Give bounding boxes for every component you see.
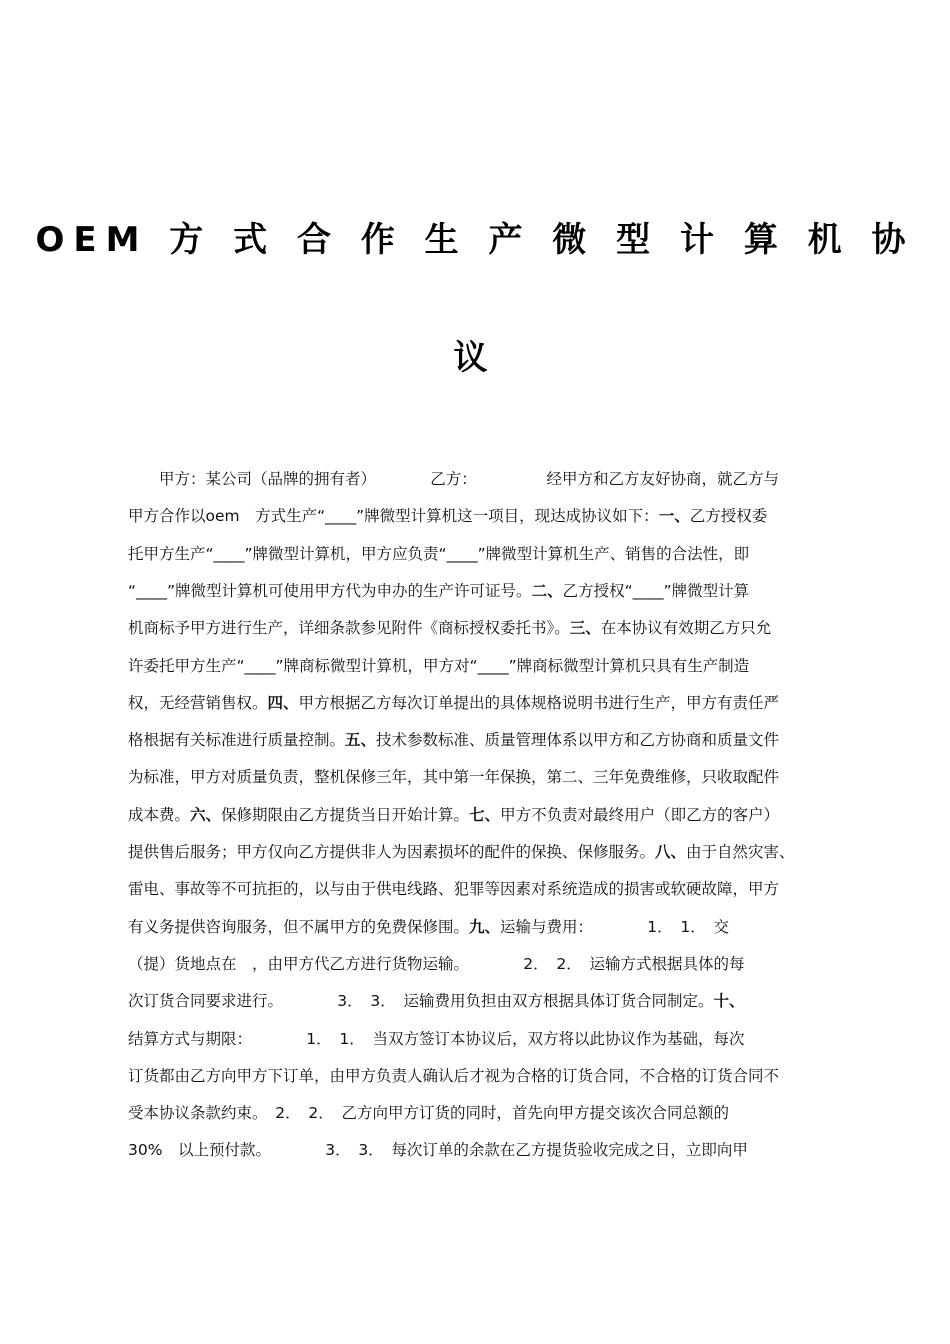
body-text-segment: 运输与费用： 1． 1． 交 bbox=[500, 917, 730, 936]
body-text-segment: 甲方不负责对最终用户（即乙方的客户） bbox=[500, 805, 780, 824]
body-line bbox=[128, 986, 838, 1016]
body-text-segment: 甲方合作以oem 方式生产“____”牌微型计算机这一项目，现达成协议如下： bbox=[128, 507, 659, 526]
body-text-segment: 结算方式与期限： 1． 1． 当双方签订本协议后，双方将以此协议作为基础，每次 bbox=[128, 1029, 745, 1048]
body-text-segment: 甲方：某公司（品牌的拥有者） 乙方： 经甲方和乙方友好协商，就乙方与 bbox=[128, 470, 780, 488]
body-line bbox=[128, 464, 838, 494]
body-line bbox=[128, 762, 838, 792]
body-line bbox=[128, 1098, 838, 1128]
body-line bbox=[128, 501, 838, 531]
body-text-segment: 机商标予甲方进行生产，详细条款参见附件《商标授权委托书》。 bbox=[128, 619, 570, 638]
body-text-segment: 托甲方生产“____”牌微型计算机，甲方应负责“____”牌微型计算机生产、销售的合法性，即 bbox=[128, 544, 750, 563]
body-line bbox=[128, 1135, 838, 1165]
body-text-segment: 格根据有关标准进行质量控制。 bbox=[128, 731, 346, 750]
document-title-line-2: 议 bbox=[453, 338, 497, 378]
body-line bbox=[128, 949, 838, 979]
body-line bbox=[128, 1024, 838, 1054]
body-line bbox=[128, 613, 838, 643]
body-line bbox=[128, 874, 838, 904]
clause-number: 三、 bbox=[569, 619, 601, 638]
body-text-segment: 许委托甲方生产“____”牌商标微型计算机，甲方对“____”牌商标微型计算机只具有生产制造 bbox=[128, 656, 750, 675]
body-line bbox=[128, 576, 838, 606]
body-line bbox=[128, 539, 838, 569]
body-text-segment: 订货都由乙方向甲方下订单，由甲方负责人确认后才视为合格的订货合同，不合格的订货合同不 bbox=[128, 1066, 780, 1085]
clause-number: 九、 bbox=[469, 917, 501, 936]
body-text-segment: 在本协议有效期乙方只允 bbox=[600, 619, 772, 638]
clause-number: 四、 bbox=[267, 693, 299, 712]
body-line bbox=[128, 800, 838, 830]
clause-number: 七、 bbox=[469, 805, 501, 824]
body-text-segment: 成本费。 bbox=[128, 805, 191, 824]
clause-number: 十、 bbox=[713, 992, 745, 1011]
body-text-segment: “____”牌微型计算机可使用甲方代为申办的生产许可证号。 bbox=[128, 581, 532, 600]
clause-number: 一、 bbox=[658, 507, 690, 526]
body-line bbox=[128, 1061, 838, 1091]
body-text-segment: 雷电、事故等不可抗拒的，以与由于供电线路、犯罪等因素对系统造成的损害或软硬故障，甲方 bbox=[128, 880, 780, 899]
body-text-segment: 30% 以上预付款。 3． 3． 每次订单的余款在乙方提货验收完成之日，立即向甲 bbox=[128, 1141, 748, 1160]
body-text-segment: 保修期限由乙方提货当日开始计算。 bbox=[221, 805, 470, 824]
body-text-segment: 权，无经营销售权。 bbox=[128, 693, 268, 712]
document-title-line-1: OEM 方 式 合 作 生 产 微 型 计 算 机 协 bbox=[35, 220, 915, 260]
body-line bbox=[128, 688, 838, 718]
clause-number: 六、 bbox=[190, 805, 222, 824]
body-line bbox=[128, 912, 838, 942]
body-text-segment: （提）货地点在 ，由甲方代乙方进行货物运输。 2． 2． 运输方式根据具体的每 bbox=[128, 954, 745, 973]
clause-number: 八、 bbox=[655, 843, 687, 861]
body-text-segment: 乙方授权委 bbox=[689, 507, 768, 526]
body-text-segment: 由于自然灾害、 bbox=[686, 843, 795, 861]
body-text-segment: 乙方授权“____”牌微型计算 bbox=[562, 581, 750, 600]
body-text-segment: 技术参数标准、质量管理体系以甲方和乙方协商和质量文件 bbox=[376, 731, 780, 750]
body-text-segment: 有义务提供咨询服务，但不属甲方的免费保修围。 bbox=[128, 917, 470, 936]
body-line bbox=[128, 837, 838, 867]
body-text-segment: 次订货合同要求进行。 3． 3． 运输费用负担由双方根据具体订货合同制定。 bbox=[128, 992, 714, 1011]
body-text-segment: 为标准，甲方对质量负责，整机保修三年，其中第一年保换，第二、三年免费维修，只收取配件 bbox=[128, 768, 780, 787]
clause-number: 五、 bbox=[345, 731, 377, 750]
clause-number: 二、 bbox=[531, 581, 563, 600]
body-text-segment: 受本协议条款约束。 2． 2． 乙方向甲方订货的同时，首先向甲方提交该次合同总额的 bbox=[128, 1104, 729, 1123]
body-line bbox=[128, 725, 838, 755]
body-line bbox=[128, 651, 838, 681]
body-text-segment: 甲方根据乙方每次订单提出的具体规格说明书进行生产，甲方有责任严 bbox=[298, 693, 780, 712]
body-text-segment: 提供售后服务；甲方仅向乙方提供非人为因素损坏的配件的保换、保修服务。 bbox=[128, 843, 656, 861]
